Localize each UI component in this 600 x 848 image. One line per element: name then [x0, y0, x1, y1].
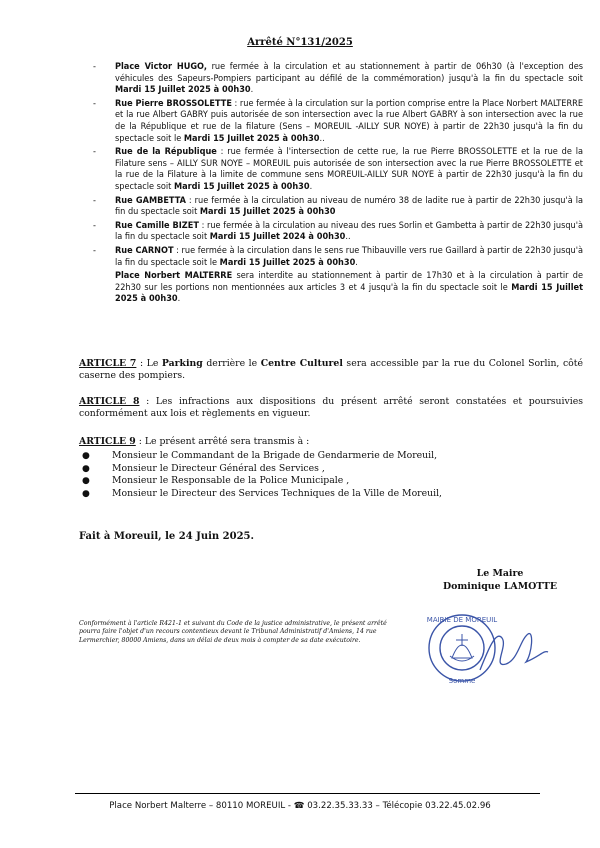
street-date: Mardi 15 Juillet 2025 à 00h30 — [219, 257, 356, 268]
footer-address: Place Norbert Malterre – 80110 MOREUIL - — [109, 801, 294, 811]
legal-notice: Conformément à l'article R421-1 et suivant du Code de la justice administrative, le présent arrêté pourra faire l'objet d'un recours contentieux devant le Tribunal Administratif d'Amiens, 14 rue Lermerchier, 80000 Amiens, dans un délai de deux mois à compter de sa date exécutoire. — [79, 620, 387, 644]
signatory-block — [420, 567, 580, 593]
street-name: Rue CARNOT — [115, 245, 174, 256]
parking-label: Parking — [161, 358, 203, 369]
list-item — [79, 463, 579, 476]
seal-bottom-text: Somme — [448, 677, 476, 685]
signatory-role: Le Maire — [476, 568, 524, 579]
recipient-text: Monsieur le Responsable de la Police Municipale , — [112, 475, 350, 487]
article-8-label: ARTICLE 8 — [79, 396, 140, 407]
recipients-list — [79, 450, 579, 501]
bullet-icon: ● — [82, 476, 90, 487]
street-name: Rue Pierre BROSSOLETTE — [115, 98, 232, 109]
phone-icon: ☎ — [293, 801, 305, 811]
bullet-icon: ● — [82, 489, 90, 500]
list-item — [79, 488, 579, 501]
street-tail: .. — [345, 232, 351, 243]
street-text: : rue fermée à la circulation dans le sens rue Thibauville vers rue Gaillard à partir de 22h30 jusqu'à la fin du spectacle soit le — [115, 245, 584, 268]
street-item — [93, 220, 583, 244]
centre-culturel-label: Centre Culturel — [260, 358, 343, 369]
dash-bullet: - — [93, 195, 96, 206]
recipient-text: Monsieur le Commandant de la Brigade de Gendarmerie de Moreuil, — [112, 450, 438, 461]
seal-top-text: MAIRIE DE MOREUIL — [426, 616, 498, 624]
recipient-text: Monsieur le Directeur Général des Services , — [112, 462, 325, 474]
article-7-text: : Le — [136, 358, 162, 369]
dash-bullet: - — [93, 147, 96, 158]
bullet-icon: ● — [82, 451, 90, 461]
footer-phone: 03.22.35.33.33 – Télécopie 03.22.45.02.96 — [304, 801, 491, 811]
street-text: : rue fermée à la circulation au niveau des rues Sorlin et Gambetta à partir de 22h30 jusqu'à la fin du spectacle soit — [115, 220, 583, 243]
street-item — [93, 195, 583, 219]
street-tail: . — [177, 294, 181, 305]
date-place: Fait à Moreuil, le 24 Juin 2025. — [79, 531, 254, 542]
street-tail: . — [355, 257, 358, 268]
recipient-text: Monsieur le Directeur des Services Techniques de la Ville de Moreuil, — [112, 488, 442, 500]
street-date: Mardi 15 Juillet 2024 à 00h30 — [209, 232, 346, 243]
street-name: Rue Camille BIZET — [115, 220, 199, 231]
page-title: Arrêté N°131/2025 — [247, 37, 353, 48]
footer — [0, 801, 600, 811]
street-item — [93, 245, 584, 269]
article-7-text-2: derrière le — [202, 358, 261, 369]
article-7-label: ARTICLE 7 — [79, 358, 137, 369]
article-9-label: ARTICLE 9 — [79, 436, 136, 447]
street-tail: .. — [319, 133, 325, 144]
street-name: Rue GAMBETTA — [115, 195, 186, 206]
street-text: : rue fermée à la circulation au niveau de numéro 38 de ladite rue à partir de 22h30 jusqu'à la fin du spectacle soit — [115, 195, 583, 218]
street-date: Mardi 15 Juillet 2025 à 00h30 — [199, 207, 336, 218]
street-tail: . — [250, 85, 254, 96]
bullet-icon: ● — [82, 463, 90, 474]
street-text: : rue fermée à la circulation sur la portion comprise entre la Place Norbert MALTERRE et la rue Albert GABRY puis autorisée de son intersection avec la rue Albert GABRY à son intersection avec la rue de la République et rue de la filature (Sens – MOREUIL -AILLY SUR NOYE) à partir de 22h30 jusqu'à la fin du spectacle soit le — [115, 98, 583, 144]
street-text: : rue fermée à l'intersection de cette rue, la rue Pierre BROSSOLETTE et la rue de la Filature sens – AILLY SUR NOYE – MOREUIL puis autorisée de son intersection avec la rue Pierre BROSSOLETTE et la rue de la Filature à la limite de commune sens MOREUIL-AILLY SUR NOYE à partir de 22h30 jusqu'à la fin du spectacle soit — [115, 147, 583, 192]
signatory-name: Dominique LAMOTTE — [442, 581, 557, 592]
street-name: Place Victor HUGO, — [115, 62, 207, 72]
dash-bullet: - — [93, 245, 96, 256]
street-name: Place Norbert MALTERRE — [115, 271, 233, 282]
dash-bullet: - — [93, 62, 96, 72]
article-7-text-3: sera accessible par la rue du Colonel Sorlin, côté caserne des pompiers. — [79, 358, 583, 381]
street-item — [97, 271, 583, 306]
street-name: Rue de la République — [115, 147, 217, 158]
street-item — [93, 62, 583, 97]
article-9 — [79, 436, 583, 448]
list-item — [79, 475, 579, 488]
street-item — [93, 147, 583, 193]
dash-bullet: - — [93, 220, 96, 231]
street-closures-list — [93, 62, 584, 308]
street-date: Mardi 15 Juillet 2025 à 00h30 — [173, 181, 310, 192]
article-9-text: : Le présent arrêté sera transmis à : — [135, 436, 310, 447]
street-date: Mardi 15 Juillet 2025 à 00h30 — [115, 85, 251, 96]
street-date: Mardi 15 Juillet 2025 à 00h30 — [115, 282, 583, 305]
street-tail: . — [309, 181, 313, 192]
footer-divider — [75, 793, 540, 794]
article-8 — [79, 396, 583, 419]
article-7 — [79, 358, 583, 381]
street-item — [93, 98, 583, 145]
street-date: Mardi 15 Juillet 2025 à 00h30 — [183, 133, 320, 144]
dash-bullet: - — [93, 98, 96, 109]
list-item — [79, 450, 579, 463]
street-text: rue fermée à la circulation et au stationnement à partir de 06h30 (à l'exception des véhicules des Sapeurs-Pompiers participant au défilé de la commémoration) jusqu'à la fin du spectacle soit — [115, 62, 583, 84]
article-8-text: : Les infractions aux dispositions du présent arrêté seront constatées et poursuivies conformément aux lois et règlements en vigueur. — [79, 396, 583, 419]
mairie-seal-stamp — [422, 610, 562, 690]
street-text: sera interdite au stationnement à partir de 17h30 et à la circulation à partir de 22h30 sur les portions non mentionnées aux articles 3 et 4 jusqu'à la fin du spectacle soit le — [115, 271, 583, 293]
